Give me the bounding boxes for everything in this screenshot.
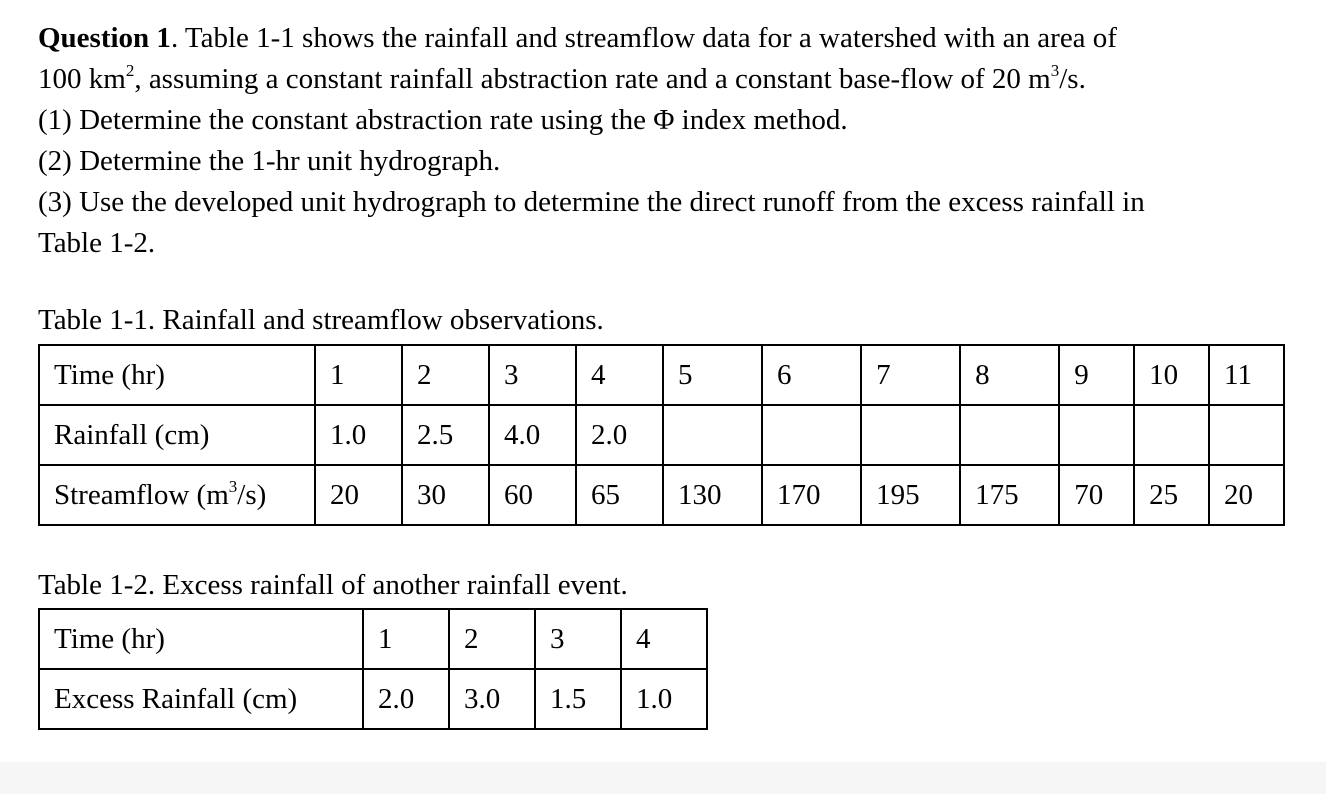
table-cell: 1.0	[315, 405, 402, 465]
table-cell: 6	[762, 345, 861, 405]
table-cell: 195	[861, 465, 960, 525]
table-cell	[663, 405, 762, 465]
table-cell: 30	[402, 465, 489, 525]
table-cell: 11	[1209, 345, 1284, 405]
table-cell: 3	[489, 345, 576, 405]
table-cell: 2.0	[576, 405, 663, 465]
table-row	[39, 405, 1284, 465]
question-line-1: Question 1. Table 1-1 shows the rainfall and streamflow data for a watershed with an area of	[38, 22, 1117, 54]
table-cell	[1134, 405, 1209, 465]
table-cell: 2.0	[363, 669, 449, 729]
table-cell: 4	[576, 345, 663, 405]
table-cell	[1209, 405, 1284, 465]
table-cell: 175	[960, 465, 1059, 525]
table-row	[39, 465, 1284, 525]
table-cell: 1	[315, 345, 402, 405]
question-part-3: (3) Use the developed unit hydrograph to determine the direct runoff from the excess rainfall in	[38, 186, 1145, 218]
table-cell: 8	[960, 345, 1059, 405]
table-cell: 4.0	[489, 405, 576, 465]
table-cell: 7	[861, 345, 960, 405]
table-row	[39, 669, 707, 729]
table-cell	[960, 405, 1059, 465]
question-part-2: (2) Determine the 1-hr unit hydrograph.	[38, 145, 501, 177]
excess-rainfall-label: Excess Rainfall (cm)	[39, 669, 363, 729]
table-cell: 25	[1134, 465, 1209, 525]
excess-rainfall-table	[38, 608, 708, 730]
table-cell	[1059, 405, 1134, 465]
table-cell: 130	[663, 465, 762, 525]
page-footer-strip	[0, 762, 1326, 794]
rainfall-label: Rainfall (cm)	[39, 405, 315, 465]
question-part-1: (1) Determine the constant abstraction rate using the Φ index method.	[38, 104, 848, 136]
table-cell: 60	[489, 465, 576, 525]
question-part-3-cont: Table 1-2.	[38, 227, 156, 259]
table2-caption: Table 1-2. Excess rainfall of another rainfall event.	[38, 569, 628, 601]
table-row	[39, 345, 1284, 405]
table-cell: 3.0	[449, 669, 535, 729]
table-cell	[762, 405, 861, 465]
table-cell: 4	[621, 609, 707, 669]
table-cell: 5	[663, 345, 762, 405]
table-cell: 65	[576, 465, 663, 525]
table-cell: 1.5	[535, 669, 621, 729]
table-row	[39, 609, 707, 669]
table-cell: 2.5	[402, 405, 489, 465]
table1-caption: Table 1-1. Rainfall and streamflow observations.	[38, 304, 604, 336]
table-cell: 9	[1059, 345, 1134, 405]
rainfall-streamflow-table	[38, 344, 1285, 526]
table-cell	[861, 405, 960, 465]
table-cell: 2	[449, 609, 535, 669]
table-cell: 170	[762, 465, 861, 525]
table-cell: 20	[1209, 465, 1284, 525]
time-label: Time (hr)	[39, 609, 363, 669]
question-text	[38, 18, 1298, 264]
streamflow-label: Streamflow $(m^3/s)$	[39, 465, 315, 525]
table-cell: 20	[315, 465, 402, 525]
question-line-2: 100 $km^2$, assuming a constant rainfall abstraction rate and a constant base-flow of 20 $m^3/s$.	[38, 61, 1086, 95]
table-cell: 2	[402, 345, 489, 405]
table-cell: 3	[535, 609, 621, 669]
time-label: Time (hr)	[39, 345, 315, 405]
table-cell: 10	[1134, 345, 1209, 405]
question-label: Question 1	[38, 22, 171, 54]
table-cell: 1	[363, 609, 449, 669]
table-cell: 1.0	[621, 669, 707, 729]
table-cell: 70	[1059, 465, 1134, 525]
